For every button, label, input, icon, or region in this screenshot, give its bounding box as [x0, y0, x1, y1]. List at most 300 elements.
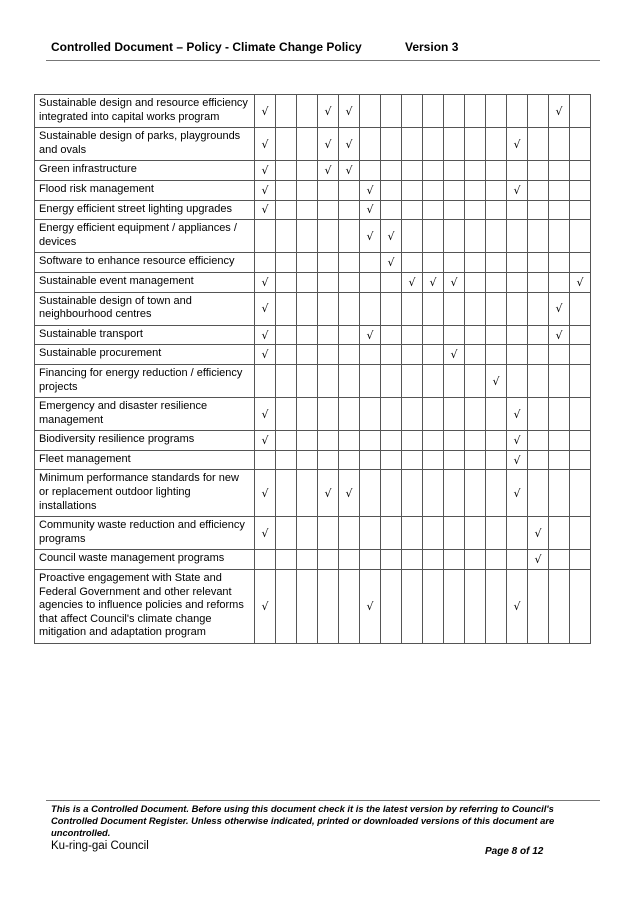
matrix-cell	[402, 325, 423, 345]
matrix-cell	[255, 345, 276, 365]
matrix-cell	[381, 550, 402, 570]
matrix-cell	[339, 161, 360, 181]
matrix-cell	[318, 550, 339, 570]
matrix-cell	[486, 272, 507, 292]
matrix-cell	[381, 470, 402, 517]
matrix-cell	[255, 95, 276, 128]
matrix-cell	[255, 180, 276, 200]
matrix-cell	[528, 517, 549, 550]
table-row	[35, 470, 591, 517]
check-mark-icon: √	[408, 275, 416, 289]
matrix-cell	[507, 364, 528, 397]
matrix-cell	[402, 345, 423, 365]
matrix-cell	[465, 95, 486, 128]
matrix-cell	[360, 128, 381, 161]
matrix-cell	[360, 161, 381, 181]
matrix-cell	[402, 364, 423, 397]
matrix-cell	[423, 180, 444, 200]
matrix-cell	[297, 128, 318, 161]
matrix-cell	[297, 345, 318, 365]
matrix-cell	[318, 470, 339, 517]
matrix-cell	[570, 325, 591, 345]
matrix-cell	[444, 200, 465, 220]
matrix-cell	[360, 272, 381, 292]
matrix-cell	[570, 95, 591, 128]
matrix-cell	[255, 450, 276, 470]
matrix-cell	[465, 570, 486, 644]
matrix-cell	[486, 161, 507, 181]
matrix-cell	[444, 398, 465, 431]
check-mark-icon: √	[261, 302, 269, 316]
matrix-cell	[339, 550, 360, 570]
matrix-cell	[318, 128, 339, 161]
matrix-cell	[255, 161, 276, 181]
matrix-cell	[507, 95, 528, 128]
matrix-cell	[339, 470, 360, 517]
matrix-cell	[549, 570, 570, 644]
row-label: Sustainable event management	[35, 272, 255, 292]
matrix-cell	[318, 272, 339, 292]
row-label: Green infrastructure	[35, 161, 255, 181]
matrix-cell	[444, 292, 465, 325]
matrix-cell	[276, 325, 297, 345]
matrix-cell	[360, 450, 381, 470]
check-mark-icon: √	[345, 137, 353, 151]
matrix-cell	[465, 253, 486, 273]
row-label: Council waste management programs	[35, 550, 255, 570]
matrix-cell	[549, 550, 570, 570]
matrix-cell	[402, 95, 423, 128]
table-row	[35, 95, 591, 128]
matrix-cell	[465, 450, 486, 470]
matrix-cell	[507, 292, 528, 325]
matrix-cell	[276, 364, 297, 397]
matrix-cell	[486, 292, 507, 325]
matrix-cell	[528, 128, 549, 161]
matrix-cell	[444, 431, 465, 451]
table-row	[35, 253, 591, 273]
matrix-cell	[381, 292, 402, 325]
matrix-cell	[255, 253, 276, 273]
page-header	[51, 40, 459, 54]
table-row	[35, 161, 591, 181]
matrix-cell	[507, 450, 528, 470]
matrix-cell	[402, 128, 423, 161]
check-mark-icon: √	[450, 275, 458, 289]
matrix-cell	[528, 220, 549, 253]
check-mark-icon: √	[261, 203, 269, 217]
table-row	[35, 550, 591, 570]
matrix-cell	[318, 220, 339, 253]
matrix-cell	[276, 253, 297, 273]
matrix-cell	[423, 161, 444, 181]
matrix-cell	[549, 450, 570, 470]
table-row	[35, 200, 591, 220]
matrix-cell	[255, 128, 276, 161]
matrix-cell	[339, 398, 360, 431]
matrix-cell	[528, 431, 549, 451]
check-mark-icon: √	[261, 164, 269, 178]
row-label: Fleet management	[35, 450, 255, 470]
matrix-cell	[423, 470, 444, 517]
matrix-cell	[297, 550, 318, 570]
check-mark-icon: √	[261, 137, 269, 151]
matrix-cell	[486, 253, 507, 273]
matrix-cell	[486, 398, 507, 431]
matrix-cell	[360, 517, 381, 550]
matrix-cell	[423, 550, 444, 570]
check-mark-icon: √	[324, 137, 332, 151]
matrix-cell	[255, 550, 276, 570]
matrix-cell	[465, 364, 486, 397]
matrix-cell	[507, 517, 528, 550]
matrix-cell	[570, 161, 591, 181]
row-label: Minimum performance standards for new or replacement outdoor lighting installations	[35, 470, 255, 517]
matrix-cell	[276, 128, 297, 161]
matrix-cell	[276, 517, 297, 550]
matrix-cell	[381, 570, 402, 644]
matrix-cell	[528, 550, 549, 570]
matrix-cell	[423, 128, 444, 161]
matrix-cell	[423, 200, 444, 220]
check-mark-icon: √	[513, 486, 521, 500]
check-mark-icon: √	[345, 164, 353, 178]
matrix-cell	[528, 200, 549, 220]
row-label: Flood risk management	[35, 180, 255, 200]
matrix-cell	[276, 200, 297, 220]
matrix-cell	[465, 325, 486, 345]
matrix-cell	[276, 272, 297, 292]
check-mark-icon: √	[513, 434, 521, 448]
row-label: Sustainable procurement	[35, 345, 255, 365]
matrix-cell	[381, 450, 402, 470]
matrix-cell	[486, 470, 507, 517]
check-mark-icon: √	[387, 229, 395, 243]
matrix-cell	[423, 325, 444, 345]
table-row	[35, 272, 591, 292]
matrix-cell	[549, 325, 570, 345]
check-mark-icon: √	[555, 104, 563, 118]
matrix-cell	[339, 450, 360, 470]
matrix-cell	[360, 95, 381, 128]
matrix-cell	[255, 470, 276, 517]
matrix-cell	[444, 470, 465, 517]
matrix-cell	[444, 128, 465, 161]
check-mark-icon: √	[366, 229, 374, 243]
matrix-cell	[423, 431, 444, 451]
matrix-cell	[339, 570, 360, 644]
matrix-cell	[339, 200, 360, 220]
check-mark-icon: √	[513, 600, 521, 614]
row-label: Proactive engagement with State and Federal Government and other relevant agencies to influence policies and reforms that affect Council's climate change mitigation and adaptation program	[35, 570, 255, 644]
matrix-cell	[297, 95, 318, 128]
row-label: Software to enhance resource efficiency	[35, 253, 255, 273]
table-row	[35, 220, 591, 253]
document-title: Controlled Document – Policy - Climate Change Policy	[51, 40, 362, 54]
matrix-cell	[381, 431, 402, 451]
matrix-cell	[528, 292, 549, 325]
matrix-cell	[381, 325, 402, 345]
table-row	[35, 431, 591, 451]
check-mark-icon: √	[450, 348, 458, 362]
matrix-cell	[570, 180, 591, 200]
check-mark-icon: √	[366, 600, 374, 614]
matrix-cell	[444, 325, 465, 345]
matrix-cell	[318, 253, 339, 273]
matrix-cell	[423, 345, 444, 365]
matrix-cell	[276, 220, 297, 253]
matrix-cell	[570, 345, 591, 365]
row-label: Community waste reduction and efficiency programs	[35, 517, 255, 550]
matrix-cell	[276, 161, 297, 181]
matrix-cell	[570, 128, 591, 161]
matrix-cell	[360, 398, 381, 431]
matrix-cell	[297, 200, 318, 220]
matrix-cell	[549, 398, 570, 431]
matrix-cell	[402, 220, 423, 253]
matrix-cell	[528, 345, 549, 365]
matrix-cell	[255, 517, 276, 550]
check-mark-icon: √	[324, 486, 332, 500]
matrix-cell	[381, 95, 402, 128]
check-mark-icon: √	[555, 328, 563, 342]
check-mark-icon: √	[513, 453, 521, 467]
matrix-cell	[276, 450, 297, 470]
matrix-cell	[507, 180, 528, 200]
matrix-cell	[381, 180, 402, 200]
matrix-cell	[465, 180, 486, 200]
table-row	[35, 128, 591, 161]
matrix-cell	[444, 253, 465, 273]
matrix-cell	[465, 398, 486, 431]
table-row	[35, 364, 591, 397]
check-mark-icon: √	[261, 328, 269, 342]
matrix-cell	[507, 220, 528, 253]
matrix-cell	[549, 180, 570, 200]
matrix-cell	[486, 345, 507, 365]
check-mark-icon: √	[513, 137, 521, 151]
check-mark-icon: √	[366, 183, 374, 197]
table-row	[35, 180, 591, 200]
matrix-cell	[507, 345, 528, 365]
matrix-cell	[486, 128, 507, 161]
row-label: Emergency and disaster resilience management	[35, 398, 255, 431]
matrix-cell	[297, 431, 318, 451]
matrix-cell	[381, 161, 402, 181]
matrix-cell	[297, 161, 318, 181]
matrix-cell	[255, 325, 276, 345]
matrix-cell	[276, 550, 297, 570]
matrix-cell	[507, 128, 528, 161]
matrix-cell	[276, 95, 297, 128]
matrix-cell	[549, 128, 570, 161]
matrix-cell	[318, 450, 339, 470]
matrix-cell	[402, 180, 423, 200]
matrix-cell	[486, 200, 507, 220]
matrix-cell	[423, 272, 444, 292]
matrix-cell	[465, 292, 486, 325]
check-mark-icon: √	[576, 275, 584, 289]
matrix-cell	[255, 570, 276, 644]
matrix-cell	[570, 398, 591, 431]
matrix-cell	[402, 517, 423, 550]
matrix-cell	[360, 253, 381, 273]
matrix-cell	[486, 431, 507, 451]
matrix-cell	[360, 570, 381, 644]
matrix-cell	[402, 253, 423, 273]
check-mark-icon: √	[345, 486, 353, 500]
matrix-cell	[486, 517, 507, 550]
matrix-cell	[339, 292, 360, 325]
check-mark-icon: √	[534, 526, 542, 540]
matrix-cell	[297, 220, 318, 253]
matrix-cell	[318, 517, 339, 550]
matrix-cell	[444, 220, 465, 253]
matrix-cell	[297, 364, 318, 397]
matrix-cell	[570, 220, 591, 253]
matrix-cell	[423, 450, 444, 470]
table-row	[35, 345, 591, 365]
matrix-cell	[402, 398, 423, 431]
matrix-cell	[549, 220, 570, 253]
row-label: Energy efficient street lighting upgrades	[35, 200, 255, 220]
matrix-cell	[360, 364, 381, 397]
table-row	[35, 325, 591, 345]
page-number: Page 8 of 12	[485, 846, 544, 857]
matrix-cell	[507, 325, 528, 345]
table-row	[35, 450, 591, 470]
matrix-cell	[276, 292, 297, 325]
matrix-cell	[381, 220, 402, 253]
matrix-cell	[465, 128, 486, 161]
matrix-cell	[423, 253, 444, 273]
matrix-cell	[444, 161, 465, 181]
matrix-cell	[528, 253, 549, 273]
matrix-cell	[360, 345, 381, 365]
matrix-cell	[570, 450, 591, 470]
row-label: Financing for energy reduction / efficiency projects	[35, 364, 255, 397]
matrix-cell	[297, 325, 318, 345]
row-label: Energy efficient equipment / appliances / devices	[35, 220, 255, 253]
matrix-cell	[339, 517, 360, 550]
matrix-cell	[444, 272, 465, 292]
matrix-cell	[318, 398, 339, 431]
matrix-cell	[570, 517, 591, 550]
matrix-cell	[255, 398, 276, 431]
matrix-cell	[570, 253, 591, 273]
matrix-cell	[297, 292, 318, 325]
matrix-cell	[339, 325, 360, 345]
matrix-cell	[402, 272, 423, 292]
matrix-cell	[402, 450, 423, 470]
matrix-cell	[549, 272, 570, 292]
matrix-cell	[507, 398, 528, 431]
check-mark-icon: √	[261, 104, 269, 118]
matrix-cell	[507, 161, 528, 181]
matrix-cell	[339, 272, 360, 292]
matrix-cell	[255, 292, 276, 325]
matrix-cell	[255, 364, 276, 397]
policy-action-matrix	[34, 94, 591, 644]
check-mark-icon: √	[261, 526, 269, 540]
matrix-cell	[528, 398, 549, 431]
check-mark-icon: √	[345, 104, 353, 118]
matrix-cell	[360, 470, 381, 517]
matrix-cell	[507, 470, 528, 517]
check-mark-icon: √	[261, 434, 269, 448]
check-mark-icon: √	[261, 348, 269, 362]
matrix-cell	[570, 200, 591, 220]
matrix-cell	[402, 550, 423, 570]
matrix-cell	[570, 364, 591, 397]
matrix-cell	[507, 272, 528, 292]
matrix-cell	[297, 517, 318, 550]
matrix-cell	[486, 95, 507, 128]
check-mark-icon: √	[261, 183, 269, 197]
matrix-cell	[444, 450, 465, 470]
matrix-cell	[465, 550, 486, 570]
matrix-cell	[381, 517, 402, 550]
matrix-cell	[528, 470, 549, 517]
table-row	[35, 517, 591, 550]
matrix-cell	[423, 398, 444, 431]
organization-name: Ku-ring-gai Council	[51, 840, 149, 852]
check-mark-icon: √	[555, 302, 563, 316]
row-label: Sustainable design of town and neighbourhood centres	[35, 292, 255, 325]
matrix-cell	[402, 161, 423, 181]
matrix-cell	[339, 95, 360, 128]
matrix-cell	[549, 292, 570, 325]
matrix-cell	[255, 272, 276, 292]
row-label: Sustainable transport	[35, 325, 255, 345]
matrix-cell	[360, 220, 381, 253]
matrix-cell	[549, 364, 570, 397]
matrix-cell	[486, 550, 507, 570]
matrix-cell	[360, 200, 381, 220]
matrix-cell	[570, 570, 591, 644]
matrix-cell	[360, 292, 381, 325]
matrix-cell	[318, 325, 339, 345]
matrix-cell	[549, 470, 570, 517]
matrix-cell	[402, 200, 423, 220]
matrix-cell	[549, 431, 570, 451]
matrix-cell	[465, 345, 486, 365]
check-mark-icon: √	[324, 104, 332, 118]
matrix-cell	[318, 345, 339, 365]
matrix-cell	[486, 364, 507, 397]
matrix-cell	[570, 431, 591, 451]
matrix-cell	[402, 570, 423, 644]
matrix-cell	[465, 517, 486, 550]
matrix-cell	[570, 470, 591, 517]
check-mark-icon: √	[324, 164, 332, 178]
matrix-cell	[381, 200, 402, 220]
check-mark-icon: √	[366, 328, 374, 342]
controlled-document-notice: This is a Controlled Document. Before using this document check it is the latest version by referring to Council's Controlled Document Register. Unless otherwise indicated, printed or downloaded versions of this document are uncontrolled.	[51, 803, 555, 838]
matrix-cell	[381, 272, 402, 292]
matrix-cell	[297, 398, 318, 431]
matrix-cell	[570, 292, 591, 325]
matrix-cell	[528, 272, 549, 292]
matrix-cell	[402, 431, 423, 451]
check-mark-icon: √	[513, 407, 521, 421]
matrix-cell	[465, 431, 486, 451]
matrix-cell	[381, 345, 402, 365]
matrix-cell	[339, 345, 360, 365]
matrix-cell	[381, 364, 402, 397]
matrix-cell	[507, 200, 528, 220]
matrix-cell	[528, 570, 549, 644]
